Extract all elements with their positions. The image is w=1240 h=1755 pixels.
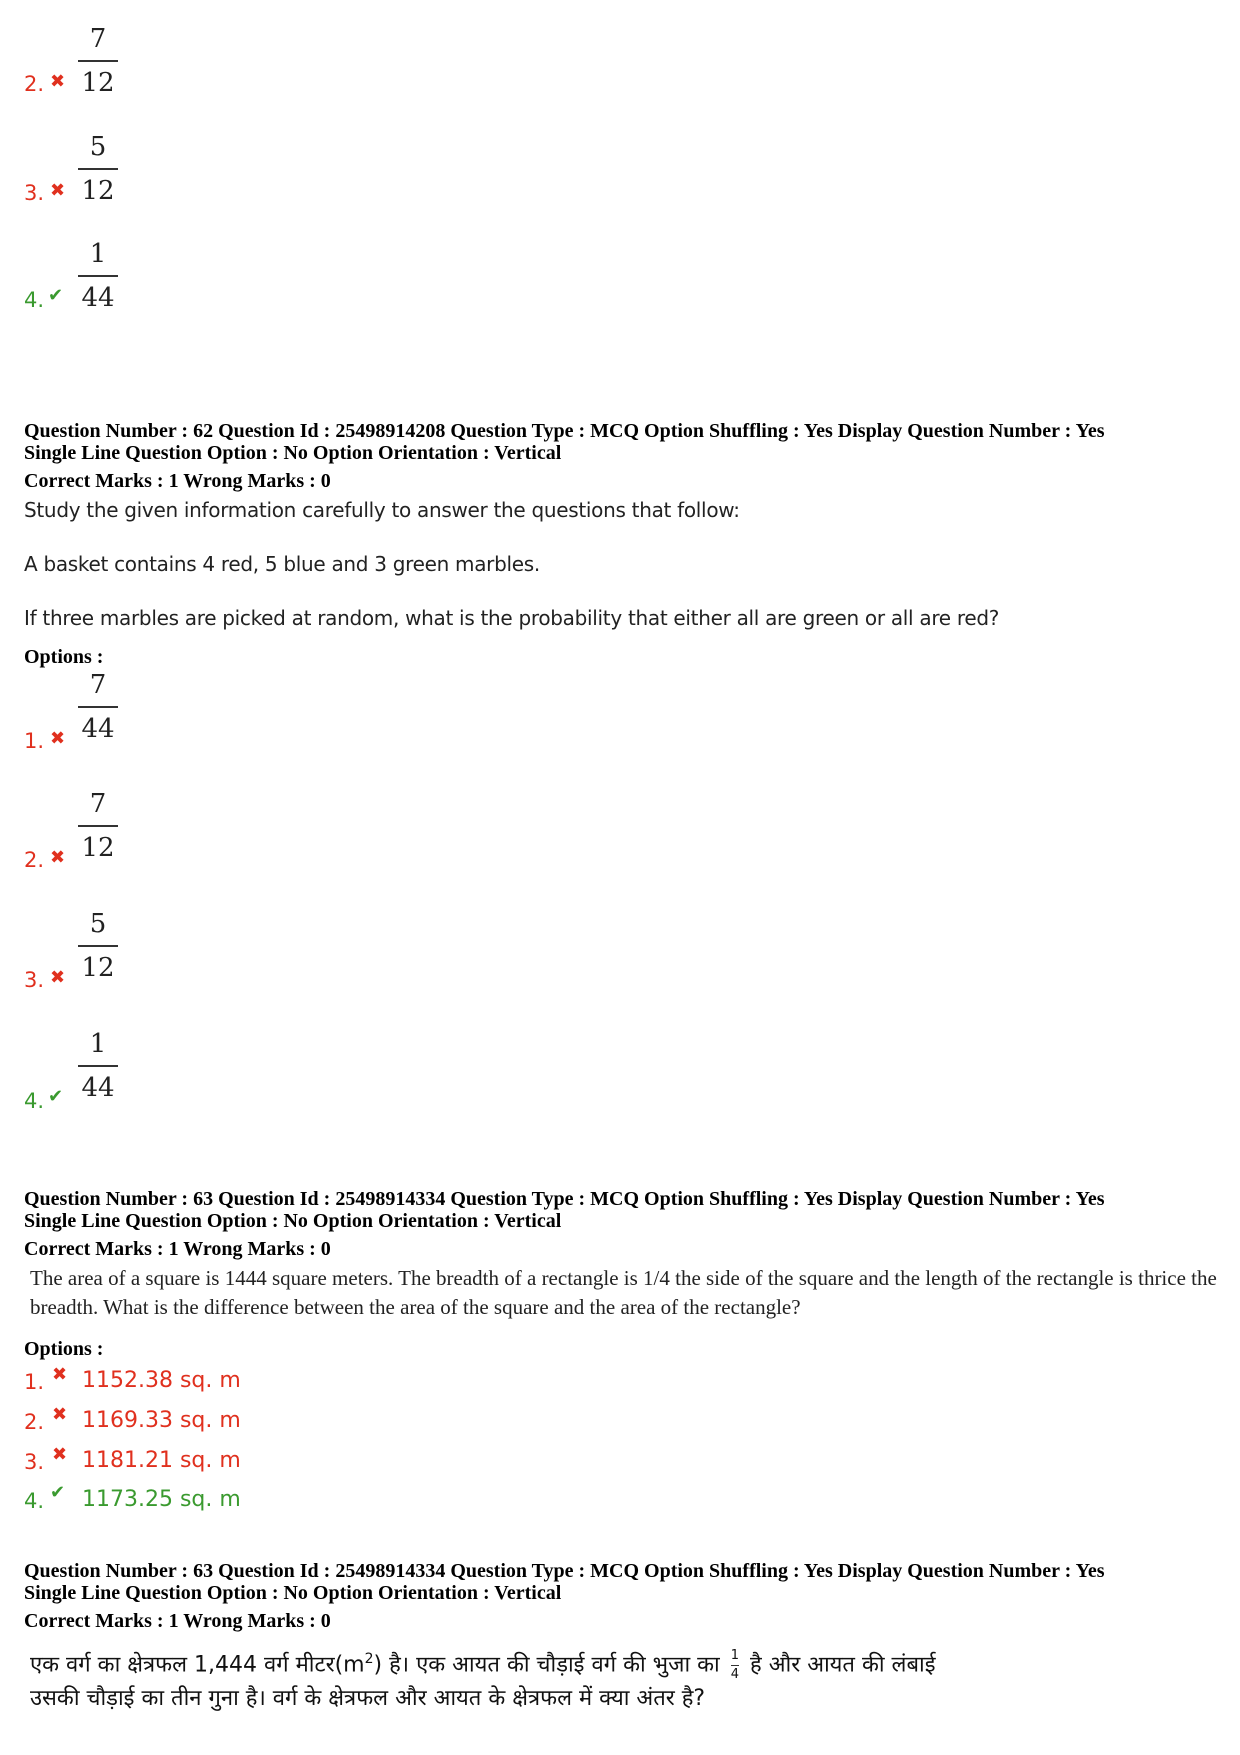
option-value[interactable]: 1173.25 sq. m [82, 1487, 241, 1512]
question-meta-line2: Single Line Question Option : No Option Orientation : Vertical [24, 1210, 562, 1232]
question-meta-line1: Question Number : 62 Question Id : 25498914208 Question Type : MCQ Option Shuffling : Yes Display Question Number : Yes [24, 420, 1105, 442]
check-mark-icon: ✔ [50, 1482, 66, 1503]
fraction-option[interactable] [78, 787, 118, 865]
option-number: 3. [24, 968, 45, 992]
question-text-hindi-line2: उसकी चौड़ाई का तीन गुना है। वर्ग के क्षेत्रफल और आयत के क्षेत्रफल में क्या अंतर है? [30, 1686, 706, 1711]
question-marks: Correct Marks : 1 Wrong Marks : 0 [24, 1238, 331, 1260]
option-number: 4. [24, 288, 45, 312]
fraction-bar [78, 1065, 118, 1067]
fraction-bar [78, 706, 118, 708]
fraction-option[interactable] [78, 22, 118, 100]
option-number: 2. [24, 1410, 45, 1434]
question-text: Study the given information carefully to answer the questions that follow: [24, 498, 740, 522]
check-mark-icon: ✔ [48, 1086, 64, 1107]
numerator: 7 [89, 670, 107, 700]
option-number: 1. [24, 1370, 45, 1394]
cross-mark-icon: ✖ [52, 1444, 68, 1465]
denominator: 4 [730, 1666, 740, 1682]
fraction-bar [78, 275, 118, 277]
question-text: If three marbles are picked at random, what is the probability that either all are green or all are red? [24, 606, 1000, 630]
denominator: 44 [81, 283, 115, 313]
fraction-bar [78, 825, 118, 827]
numerator: 5 [89, 132, 107, 162]
superscript: 2 [364, 1651, 374, 1667]
denominator: 44 [81, 1073, 115, 1103]
hindi-text-part: ) है। एक आयत की चौड़ाई वर्ग की भुजा का [373, 1652, 720, 1678]
check-mark-icon: ✔ [48, 285, 64, 306]
numerator: 1 [89, 1029, 107, 1059]
option-value[interactable]: 1152.38 sq. m [82, 1368, 241, 1393]
numerator: 1 [730, 1647, 740, 1663]
fraction-option[interactable] [78, 907, 118, 985]
question-text: The area of a square is 1444 square meters. The breadth of a rectangle is 1/4 the side of the square and the length of the rectangle is thrice the breadth. What is the difference between the area of the square and the area of the rectangle? [30, 1266, 1217, 1319]
hindi-text-part: है और आयत की लंबाई [750, 1652, 936, 1678]
fraction-option[interactable] [78, 1027, 118, 1105]
options-label: Options : [24, 1338, 104, 1360]
numerator: 7 [89, 789, 107, 819]
cross-mark-icon: ✖ [50, 180, 66, 201]
cross-mark-icon: ✖ [52, 1364, 68, 1385]
question-meta-line1: Question Number : 63 Question Id : 25498914334 Question Type : MCQ Option Shuffling : Yes Display Question Number : Yes [24, 1560, 1105, 1582]
option-number: 4. [24, 1089, 45, 1113]
fraction-bar [78, 945, 118, 947]
option-number: 3. [24, 1450, 45, 1474]
fraction-option[interactable] [78, 668, 118, 746]
cross-mark-icon: ✖ [52, 1404, 68, 1425]
denominator: 12 [81, 833, 115, 863]
fraction-option[interactable] [78, 130, 118, 208]
option-number: 3. [24, 181, 45, 205]
fraction-bar [731, 1665, 739, 1666]
fraction-option[interactable] [78, 237, 118, 315]
question-text-hindi-line1 [30, 1640, 936, 1684]
question-meta-line2: Single Line Question Option : No Option Orientation : Vertical [24, 1582, 562, 1604]
question-meta-line2: Single Line Question Option : No Option Orientation : Vertical [24, 442, 562, 464]
numerator: 1 [89, 239, 107, 269]
hindi-text-part: एक वर्ग का क्षेत्रफल 1,444 वर्ग मीटर(m [30, 1652, 365, 1678]
fraction-bar [78, 60, 118, 62]
option-number: 1. [24, 729, 45, 753]
question-marks: Correct Marks : 1 Wrong Marks : 0 [24, 1610, 331, 1632]
denominator: 12 [81, 176, 115, 206]
denominator: 12 [81, 953, 115, 983]
option-value[interactable]: 1169.33 sq. m [82, 1408, 241, 1433]
question-meta-line1: Question Number : 63 Question Id : 25498914334 Question Type : MCQ Option Shuffling : Yes Display Question Number : Yes [24, 1188, 1105, 1210]
options-label: Options : [24, 646, 104, 668]
cross-mark-icon: ✖ [50, 847, 66, 868]
cross-mark-icon: ✖ [50, 728, 66, 749]
option-number: 2. [24, 72, 45, 96]
question-marks: Correct Marks : 1 Wrong Marks : 0 [24, 470, 331, 492]
denominator: 44 [81, 714, 115, 744]
cross-mark-icon: ✖ [50, 967, 66, 988]
numerator: 7 [89, 24, 107, 54]
cross-mark-icon: ✖ [50, 71, 66, 92]
question-text: A basket contains 4 red, 5 blue and 3 green marbles. [24, 552, 540, 576]
numerator: 5 [89, 909, 107, 939]
inline-fraction [731, 1649, 739, 1682]
option-number: 4. [24, 1489, 45, 1513]
option-value[interactable]: 1181.21 sq. m [82, 1448, 241, 1473]
denominator: 12 [81, 68, 115, 98]
fraction-bar [78, 168, 118, 170]
option-number: 2. [24, 848, 45, 872]
